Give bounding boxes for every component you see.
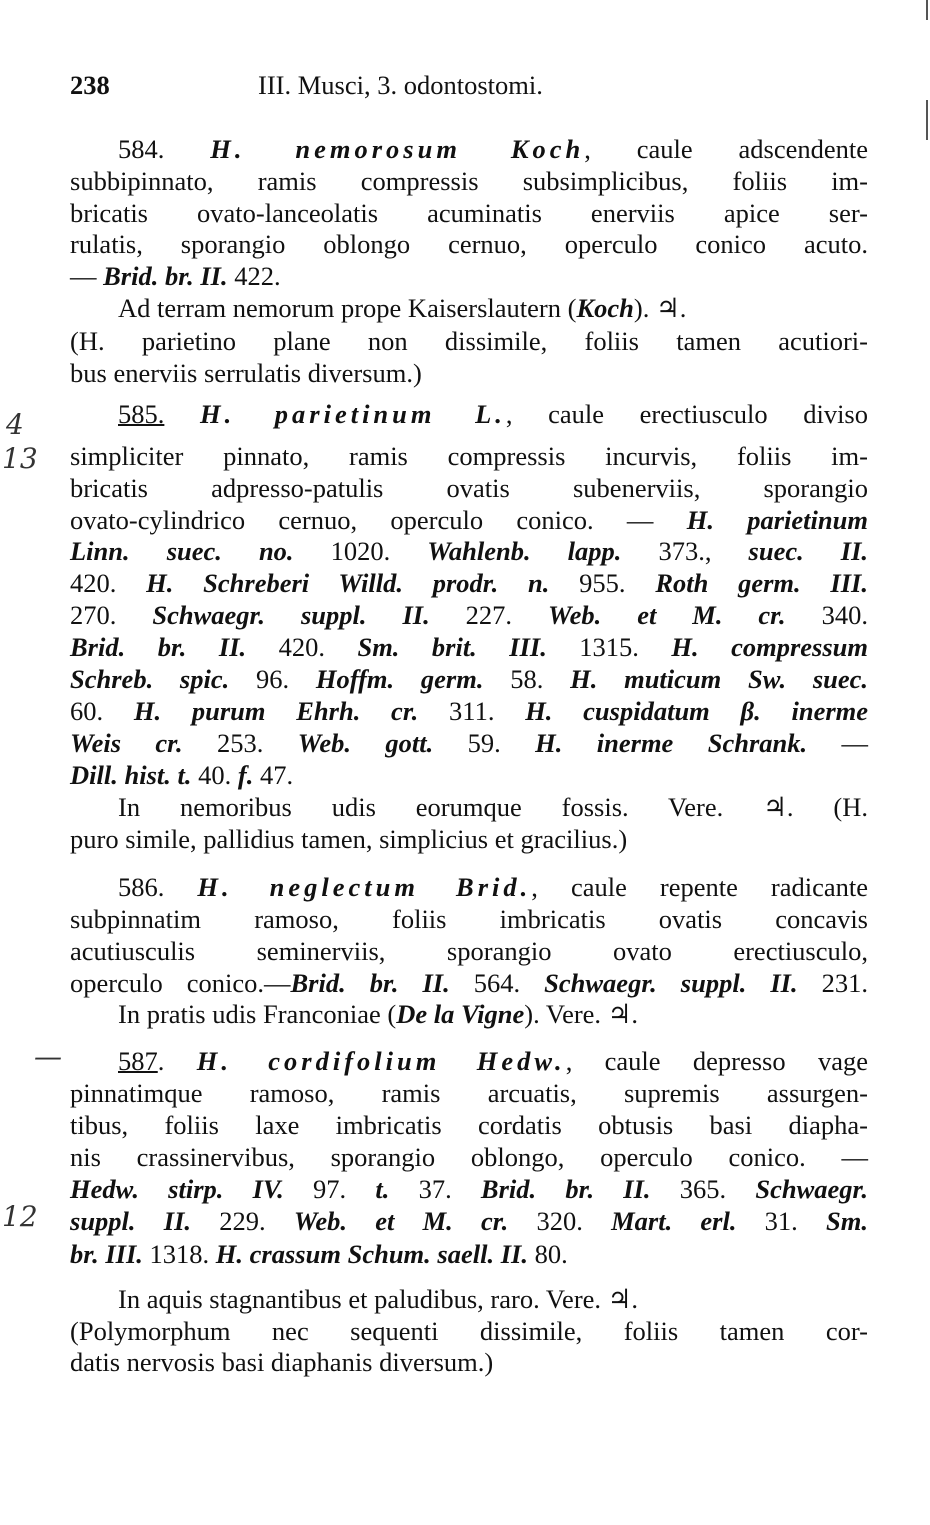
margin-note: 12 xyxy=(2,1200,38,1233)
text-run: 253. xyxy=(182,728,298,758)
italic-run: H. inerme Schrank. xyxy=(535,728,808,758)
text-line xyxy=(70,936,868,966)
italic-run: H. parietinum L. xyxy=(199,399,506,429)
italic-run: Wahlenb. lapp. xyxy=(427,536,622,566)
text-run: In nemoribus udis eorumque fossis. Vere. ♃. (H. xyxy=(118,792,868,822)
italic-run: De la Vigne xyxy=(396,999,525,1029)
italic-run: H. cordifolium Hedw. xyxy=(196,1046,566,1076)
text-line xyxy=(70,1110,868,1140)
italic-run: H. neglectum Brid. xyxy=(197,872,532,902)
text-line xyxy=(70,600,868,630)
text-run: puro simile, pallidius tamen, simplicius et gracilius.) xyxy=(70,824,628,854)
text-run: 320. xyxy=(508,1206,612,1236)
text-run: tibus, foliis laxe imbricatis cordatis obtusis basi diapha- xyxy=(70,1110,868,1140)
italic-run: t. xyxy=(375,1174,390,1204)
margin-note: 4 xyxy=(6,408,24,441)
text-run: 37. xyxy=(389,1174,481,1204)
italic-run: br. III. xyxy=(70,1239,143,1269)
text-line xyxy=(70,696,868,726)
running-title: III. Musci, 3. odontostomi. xyxy=(258,70,543,100)
italic-run: suec. II. xyxy=(748,536,869,566)
text-run: datis nervosis basi diaphanis diversum.) xyxy=(70,1347,494,1377)
text-line xyxy=(70,664,868,694)
text-run: In pratis udis Franconiae ( xyxy=(118,999,397,1029)
italic-run: Mart. erl. xyxy=(611,1206,737,1236)
italic-run: H. compressum xyxy=(671,632,869,662)
italic-run: H. cuspidatum β. inerme xyxy=(525,696,869,726)
scan-edge xyxy=(926,0,928,20)
entry-number: 585. xyxy=(118,399,165,429)
italic-run: Sm. xyxy=(826,1206,869,1236)
text-line xyxy=(70,473,868,503)
text-run: acutiusculis seminerviis, sporangio ovato erectiusculo, xyxy=(70,936,868,966)
text-line xyxy=(70,229,868,259)
text-line xyxy=(70,1347,868,1377)
text-line xyxy=(70,632,868,662)
text-run: 58. xyxy=(483,664,571,694)
italic-run: Roth germ. III. xyxy=(655,568,868,598)
text-line xyxy=(70,505,868,535)
text-run: 365. xyxy=(650,1174,756,1204)
text-run: 31. xyxy=(736,1206,827,1236)
text-line xyxy=(70,1142,868,1172)
page-number: 238 xyxy=(70,70,110,100)
margin-note: 13 xyxy=(2,442,38,475)
text-line xyxy=(70,904,868,934)
text-run: simpliciter pinnato, ramis compressis incurvis, foliis im- xyxy=(70,441,868,471)
italic-run: Brid. br. II. xyxy=(70,632,247,662)
text-run: 80. xyxy=(527,1239,568,1269)
text-run: In aquis stagnantibus et paludibus, raro. Vere. ♃. xyxy=(118,1284,639,1314)
italic-run: Hoffm. germ. xyxy=(315,664,484,694)
text-line xyxy=(70,728,868,758)
text-line xyxy=(70,441,868,471)
text-line xyxy=(70,792,868,822)
text-line xyxy=(70,968,868,998)
text-run: 1318. xyxy=(142,1239,216,1269)
text-run: 229. xyxy=(191,1206,294,1236)
text-run: 586. xyxy=(118,872,198,902)
italic-run: Brid. br. II. xyxy=(290,968,450,998)
text-run: bus enerviis serrulatis diversum.) xyxy=(70,358,422,388)
text-run: — xyxy=(70,261,104,291)
scan-edge xyxy=(926,100,928,140)
text-run: subpinnatim ramoso, foliis imbricatis ovatis concavis xyxy=(70,904,868,934)
text-line xyxy=(70,326,868,356)
italic-run: H. parietinum xyxy=(686,505,868,535)
text-run: 1315. xyxy=(546,632,672,662)
italic-run: Hedw. stirp. IV. xyxy=(70,1174,284,1204)
text-run: bricatis ovato-lanceolatis acuminatis enerviis apice ser- xyxy=(70,198,868,228)
text-run: 584. xyxy=(118,134,211,164)
text-run: 422. xyxy=(227,261,281,291)
italic-run: H. Schreberi Willd. prodr. n. xyxy=(146,568,550,598)
italic-run: Schwaegr. xyxy=(755,1174,869,1204)
text-run: 564. xyxy=(449,968,545,998)
text-run: 40. xyxy=(191,760,238,790)
text-line xyxy=(70,1078,868,1108)
text-run: rulatis, sporangio oblongo cernuo, operculo conico acuto. xyxy=(70,229,868,259)
italic-run: f. xyxy=(237,760,254,790)
text-line xyxy=(70,358,868,388)
text-run: — xyxy=(807,728,869,758)
text-run: 59. xyxy=(433,728,536,758)
text-line xyxy=(70,999,868,1029)
text-run: operculo conico.— xyxy=(70,968,291,998)
text-run: (Polymorphum nec sequenti dissimile, foliis tamen cor- xyxy=(70,1316,868,1346)
text-run: , caule adscendente xyxy=(584,134,868,164)
italic-run: H. muticum Sw. suec. xyxy=(570,664,869,694)
text-run: , caule repente radicante xyxy=(531,872,868,902)
text-line xyxy=(70,824,868,854)
entry-number: 587 xyxy=(118,1046,158,1076)
italic-run: Linn. suec. no. xyxy=(70,536,294,566)
text-line xyxy=(70,1174,868,1204)
text-run: , caule erectiusculo diviso xyxy=(505,399,868,429)
italic-run: Brid. br. II. xyxy=(103,261,228,291)
text-line xyxy=(70,166,868,196)
text-line xyxy=(70,568,868,598)
italic-run: Schwaegr. suppl. II. xyxy=(544,968,798,998)
text-run: , caule depresso vage xyxy=(565,1046,868,1076)
italic-run: H. crassum Schum. saell. II. xyxy=(215,1239,528,1269)
text-run: (H. parietino plane non dissimile, foliis tamen acutiori- xyxy=(70,326,868,356)
text-run: 311. xyxy=(418,696,526,726)
text-line xyxy=(70,261,868,291)
text-run: bricatis adpresso-patulis ovatis subenerviis, sporangio xyxy=(70,473,868,503)
text-run: ovato-cylindrico cernuo, operculo conico. — xyxy=(70,505,687,535)
text-line xyxy=(70,198,868,228)
text-run: 1020. xyxy=(293,536,428,566)
text-line xyxy=(70,293,868,323)
text-run: . xyxy=(157,1046,197,1076)
italic-run: Schreb. spic. xyxy=(70,664,230,694)
text-run: 60. xyxy=(70,696,134,726)
text-run: 227. xyxy=(429,600,548,630)
text-run xyxy=(164,399,200,429)
text-line xyxy=(70,1316,868,1346)
text-line xyxy=(70,872,868,902)
text-run: nis crassinervibus, sporangio oblongo, operculo conico. — xyxy=(70,1142,868,1172)
italic-run: Brid. br. II. xyxy=(480,1174,651,1204)
text-line xyxy=(70,1046,868,1076)
text-run: subbipinnato, ramis compressis subsimplicibus, foliis im- xyxy=(70,166,868,196)
text-run: 231. xyxy=(797,968,868,998)
text-line xyxy=(70,760,868,790)
text-run: 420. xyxy=(246,632,358,662)
margin-note: — xyxy=(34,1040,62,1073)
italic-run: Koch xyxy=(576,293,634,323)
text-run: 955. xyxy=(549,568,656,598)
text-run: 340. xyxy=(785,600,869,630)
text-run: 420. xyxy=(70,568,147,598)
text-line xyxy=(70,1206,868,1236)
text-run: Ad terram nemorum prope Kaiserslautern ( xyxy=(118,293,577,323)
text-run: 373., xyxy=(621,536,749,566)
text-run: ). Vere. ♃. xyxy=(524,999,639,1029)
text-line xyxy=(70,536,868,566)
italic-run: H. nemorosum Koch xyxy=(210,134,585,164)
text-run: 96. xyxy=(229,664,316,694)
text-run: 97. xyxy=(283,1174,376,1204)
text-run: 270. xyxy=(70,600,153,630)
text-line xyxy=(70,134,868,164)
italic-run: Schwaegr. suppl. II. xyxy=(152,600,430,630)
italic-run: H. purum Ehrh. cr. xyxy=(133,696,419,726)
italic-run: Web. et M. cr. xyxy=(548,600,786,630)
italic-run: suppl. II. xyxy=(70,1206,192,1236)
text-run: ). ♃. xyxy=(633,293,687,323)
italic-run: Sm. brit. III. xyxy=(357,632,547,662)
italic-run: Dill. hist. t. xyxy=(70,760,192,790)
text-line xyxy=(70,399,868,429)
italic-run: Weis cr. xyxy=(70,728,183,758)
italic-run: Web. et M. cr. xyxy=(293,1206,509,1236)
italic-run: Web. gott. xyxy=(297,728,434,758)
text-run: pinnatimque ramoso, ramis arcuatis, supremis assurgen- xyxy=(70,1078,868,1108)
text-line xyxy=(70,1239,868,1269)
text-run: 47. xyxy=(253,760,294,790)
text-line xyxy=(70,1284,868,1314)
